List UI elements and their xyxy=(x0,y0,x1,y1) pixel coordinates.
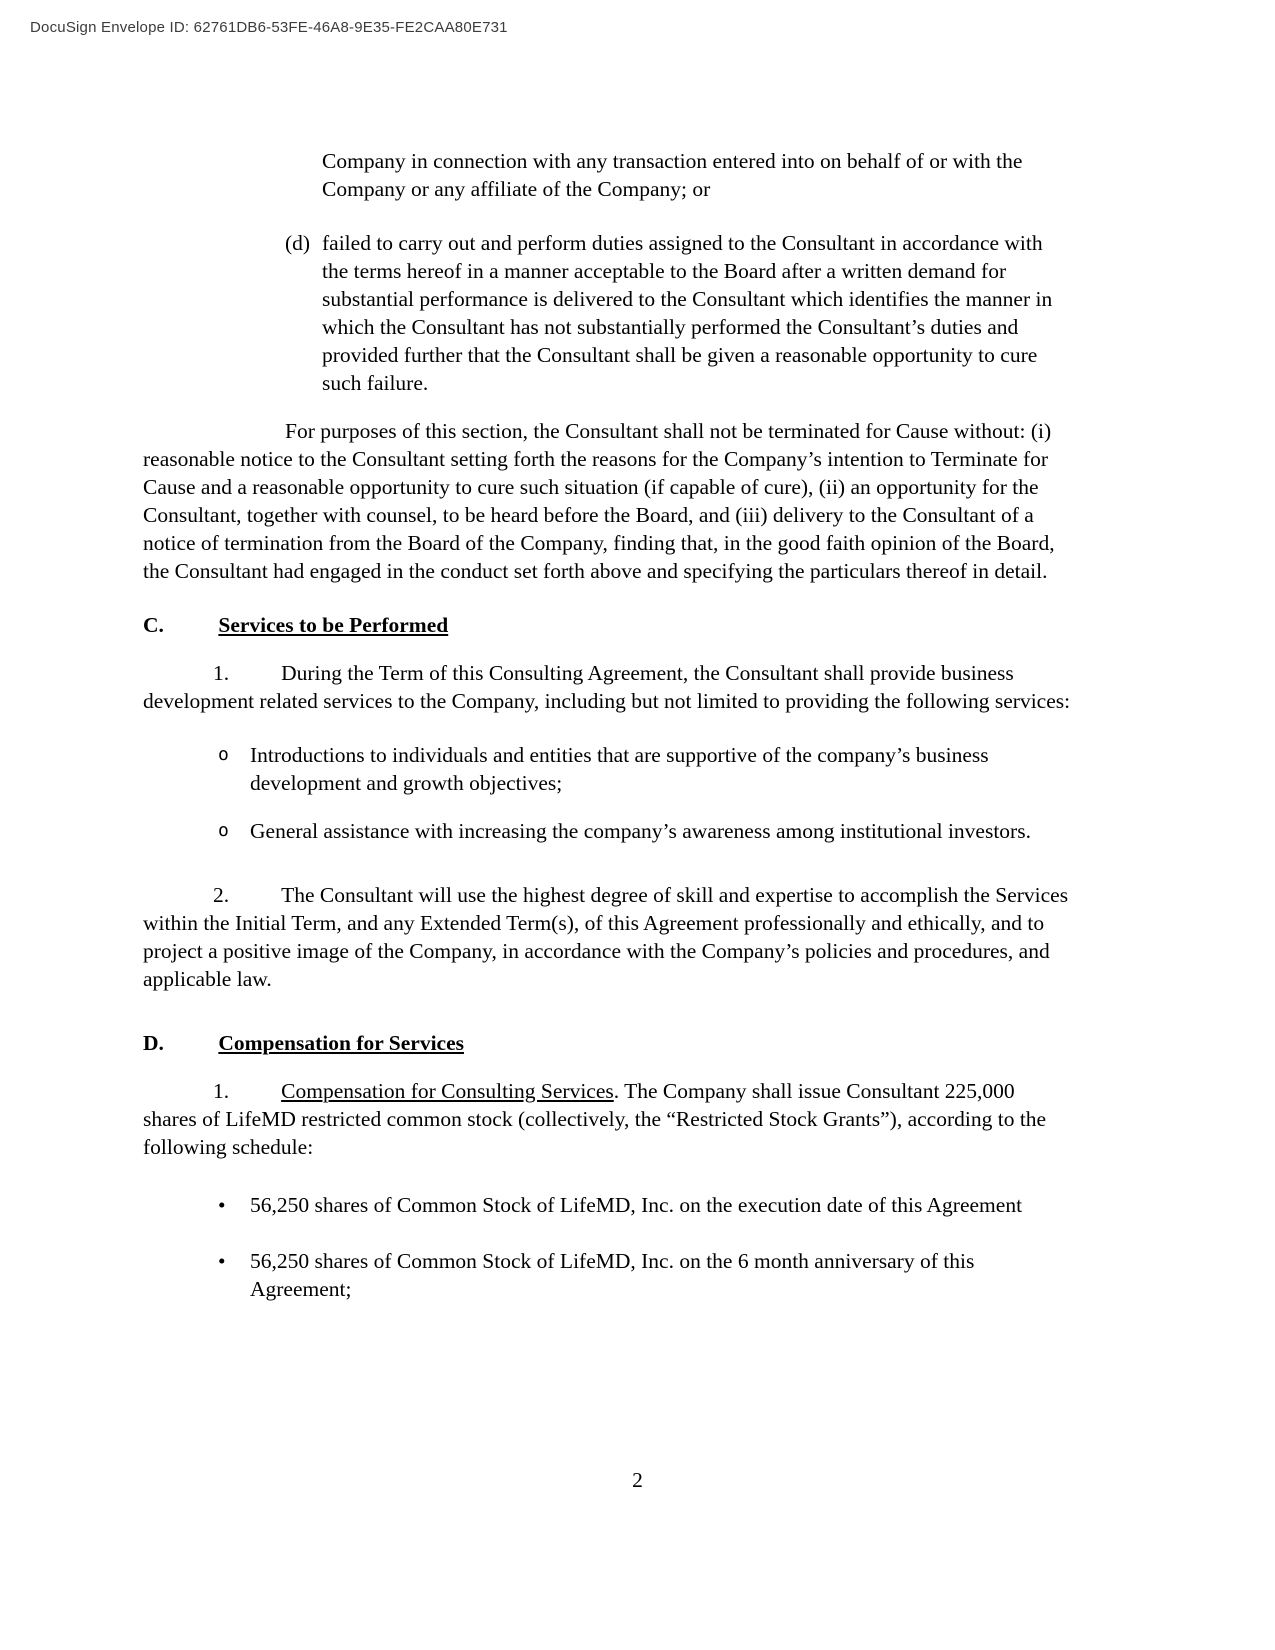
page-number: 2 xyxy=(632,1468,643,1492)
circle-bullet-icon: o xyxy=(218,820,229,841)
section-heading-d xyxy=(143,1029,1071,1057)
bullet-icon: • xyxy=(218,1249,226,1273)
paragraph-d1-rest: . The Company shall issue Consultant 225,000 shares of LifeMD restricted common stock (collectively, the “Restricted Stock Grants”), according to the following schedule: xyxy=(143,1079,1047,1159)
section-heading-c xyxy=(143,611,1071,639)
list-item-d-text: failed to carry out and perform duties assigned to the Consultant in accordance with the terms hereof in a manner acceptable to the Board after a written demand for substantial performance is delivered to the Consultant which identifies the manner in which the Consultant has not substantially performed the Consultant’s duties and provided further that the Consultant shall be given a reasonable opportunity to cure such failure. xyxy=(322,231,1053,395)
paragraph-d1 xyxy=(143,1077,1071,1161)
paragraph-c1 xyxy=(143,659,1071,715)
list-item xyxy=(143,1247,1071,1303)
list-item-d-label: (d) xyxy=(285,231,311,255)
section-c-label: C. xyxy=(143,613,164,637)
bullet-text: 56,250 shares of Common Stock of LifeMD, Inc. on the 6 month anniversary of this Agreement; xyxy=(250,1249,975,1301)
paragraph-for-purposes: For purposes of this section, the Consultant shall not be terminated for Cause without: (i) reasonable notice to the Consultant setting forth the reasons for the Company’s intention to Terminate for Cause and a reasonable opportunity to cure such situation (if capable of cure), (ii) an opportunity for the Consultant, together with counsel, to be heard before the Board, and (iii) delivery to the Consultant of a notice of termination from the Board of the Company, finding that, in the good faith opinion of the Board, the Consultant had engaged in the conduct set forth above and specifying the particulars thereof in detail. xyxy=(143,419,1055,583)
docusign-envelope-id: DocuSign Envelope ID: 62761DB6-53FE-46A8-9E35-FE2CAA80E731 xyxy=(30,19,508,36)
paragraph-d1-number: 1. xyxy=(213,1079,230,1103)
paragraph-c1-text: During the Term of this Consulting Agreement, the Consultant shall provide business development related services to the Company, including but not limited to providing the following services: xyxy=(143,661,1071,713)
bullet-text: Introductions to individuals and entities that are supportive of the company’s business development and growth objectives; xyxy=(250,743,989,795)
bullet-icon: • xyxy=(218,1193,226,1217)
section-d-title: Compensation for Services xyxy=(218,1031,465,1055)
paragraph-c2 xyxy=(143,881,1071,993)
section-d-label: D. xyxy=(143,1031,164,1055)
bullet-text: General assistance with increasing the company’s awareness among institutional investors. xyxy=(250,819,1031,843)
paragraph-c1-number: 1. xyxy=(213,661,230,685)
paragraph-c2-number: 2. xyxy=(213,883,230,907)
paragraph-continuation: Company in connection with any transaction entered into on behalf of or with the Company or any affiliate of the Company; or xyxy=(322,149,1023,201)
section-c-title: Services to be Performed xyxy=(218,613,449,637)
list-item xyxy=(143,1191,1071,1219)
bullet-text: 56,250 shares of Common Stock of LifeMD, Inc. on the execution date of this Agreement xyxy=(250,1193,1023,1217)
list-item xyxy=(143,817,1071,845)
list-item xyxy=(143,741,1071,797)
paragraph-c2-text: The Consultant will use the highest degree of skill and expertise to accomplish the Services within the Initial Term, and any Extended Term(s), of this Agreement professionally and ethically, and to project a positive image of the Company, in accordance with the Company’s policies and procedures, and applicable law. xyxy=(143,883,1069,991)
document-content xyxy=(143,147,1071,1323)
paragraph-d1-lead: Compensation for Consulting Services xyxy=(281,1079,614,1103)
list-item-d xyxy=(143,229,1071,397)
circle-bullet-icon: o xyxy=(218,744,229,765)
